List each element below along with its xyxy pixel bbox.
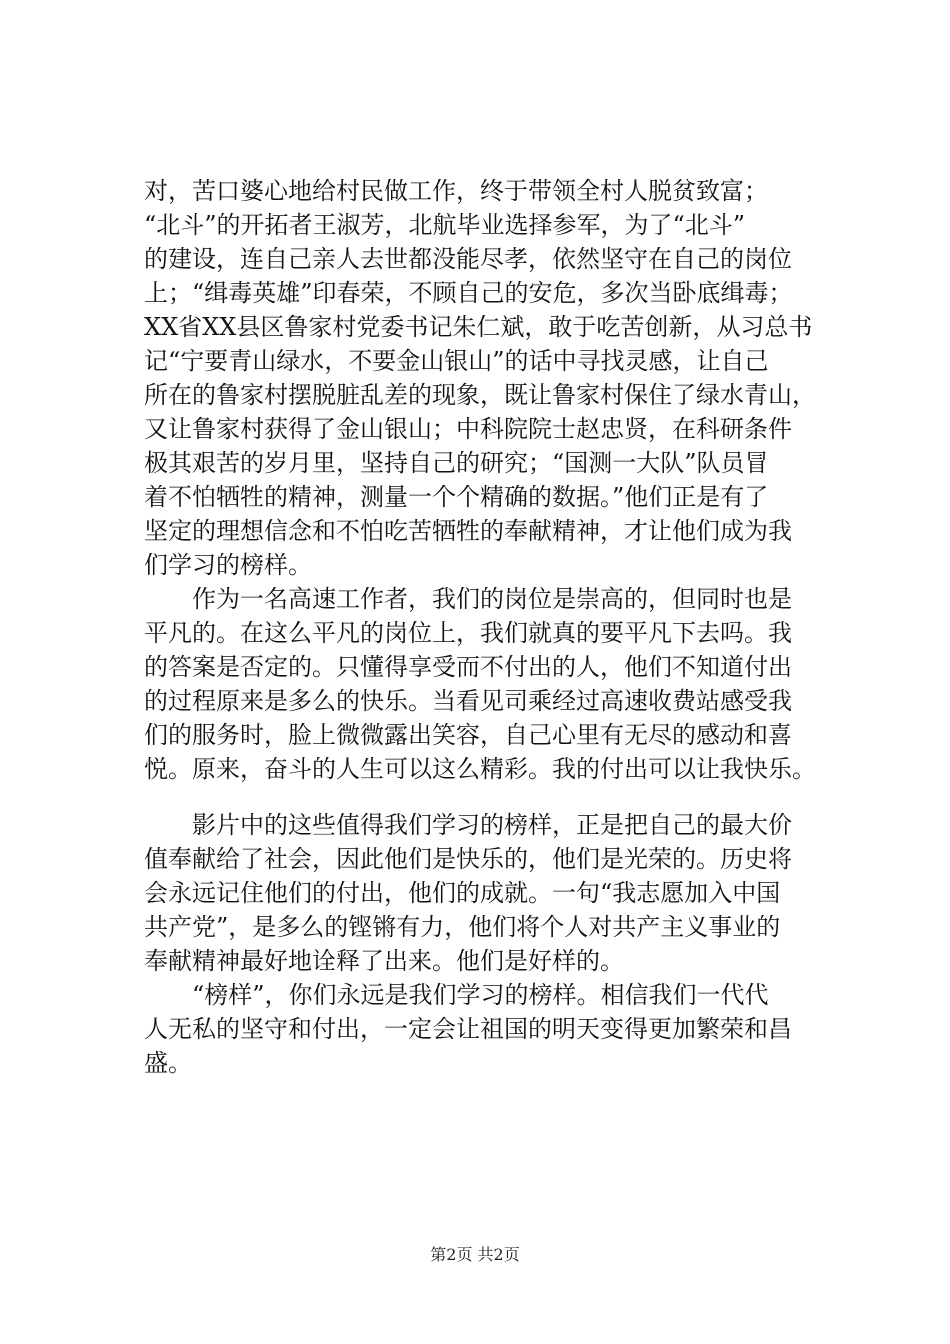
body-line: 会永远记住他们的付出，他们的成就。一句“我志愿加入中国 xyxy=(144,879,781,907)
paragraph-first-line: “榜样”，你们永远是我们学习的榜样。相信我们一代代 xyxy=(192,981,769,1009)
body-line: 的答案是否定的。只懂得享受而不付出的人，他们不知道付出 xyxy=(144,653,792,681)
body-line: 平凡的。在这么平凡的岗位上，我们就真的要平凡下去吗。我 xyxy=(144,619,792,647)
body-line: 记“宁要青山绿水，不要金山银山”的话中寻找灵感，让自己 xyxy=(144,347,769,375)
body-line: 所在的鲁家村摆脱脏乱差的现象，既让鲁家村保住了绿水青山， xyxy=(144,381,816,409)
body-line: 对，苦口婆心地给村民做工作，终于带领全村人脱贫致富； xyxy=(144,177,768,205)
body-line: 上；“缉毒英雄”印春荣，不顾自己的安危，多次当卧底缉毒； xyxy=(144,279,793,307)
body-line: 奉献精神最好地诠释了出来。他们是好样的。 xyxy=(144,947,624,975)
body-line: 着不怕牺牲的精神，测量一个个精确的数据。”他们正是有了 xyxy=(144,483,769,511)
body-line: 坚定的理想信念和不怕吃苦牺牲的奉献精神，才让他们成为我 xyxy=(144,517,792,545)
body-line: 们的服务时，脸上微微露出笑容，自己心里有无尽的感动和喜 xyxy=(144,721,792,749)
body-line: 人无私的坚守和付出，一定会让祖国的明天变得更加繁荣和昌 xyxy=(144,1015,792,1043)
paragraph-first-line: 作为一名高速工作者，我们的岗位是崇高的，但同时也是 xyxy=(192,585,792,613)
body-line: 的建设，连自己亲人去世都没能尽孝，依然坚守在自己的岗位 xyxy=(144,245,792,273)
body-line: 们学习的榜样。 xyxy=(144,551,312,579)
body-line: 极其艰苦的岁月里，坚持自己的研究；“国测一大队”队员冒 xyxy=(144,449,769,477)
paragraph-first-line: 影片中的这些值得我们学习的榜样，正是把自己的最大价 xyxy=(192,811,792,839)
body-line: “北斗”的开拓者王淑芳，北航毕业选择参军，为了“北斗” xyxy=(144,211,746,239)
body-line: 又让鲁家村获得了金山银山；中科院院士赵忠贤，在科研条件 xyxy=(144,415,792,443)
body-line: 的过程原来是多么的快乐。当看见司乘经过高速收费站感受我 xyxy=(144,687,792,715)
body-line: 悦。原来，奋斗的人生可以这么精彩。我的付出可以让我快乐。 xyxy=(144,755,816,783)
body-line: XX省XX县区鲁家村党委书记朱仁斌，敢于吃苦创新，从习总书 xyxy=(144,313,813,341)
body-line: 值奉献给了社会，因此他们是快乐的，他们是光荣的。历史将 xyxy=(144,845,792,873)
page-number-footer: 第2页 共2页 xyxy=(430,1245,520,1264)
body-line: 盛。 xyxy=(144,1049,192,1077)
body-line: 共产党”，是多么的铿锵有力，他们将个人对共产主义事业的 xyxy=(144,913,781,941)
